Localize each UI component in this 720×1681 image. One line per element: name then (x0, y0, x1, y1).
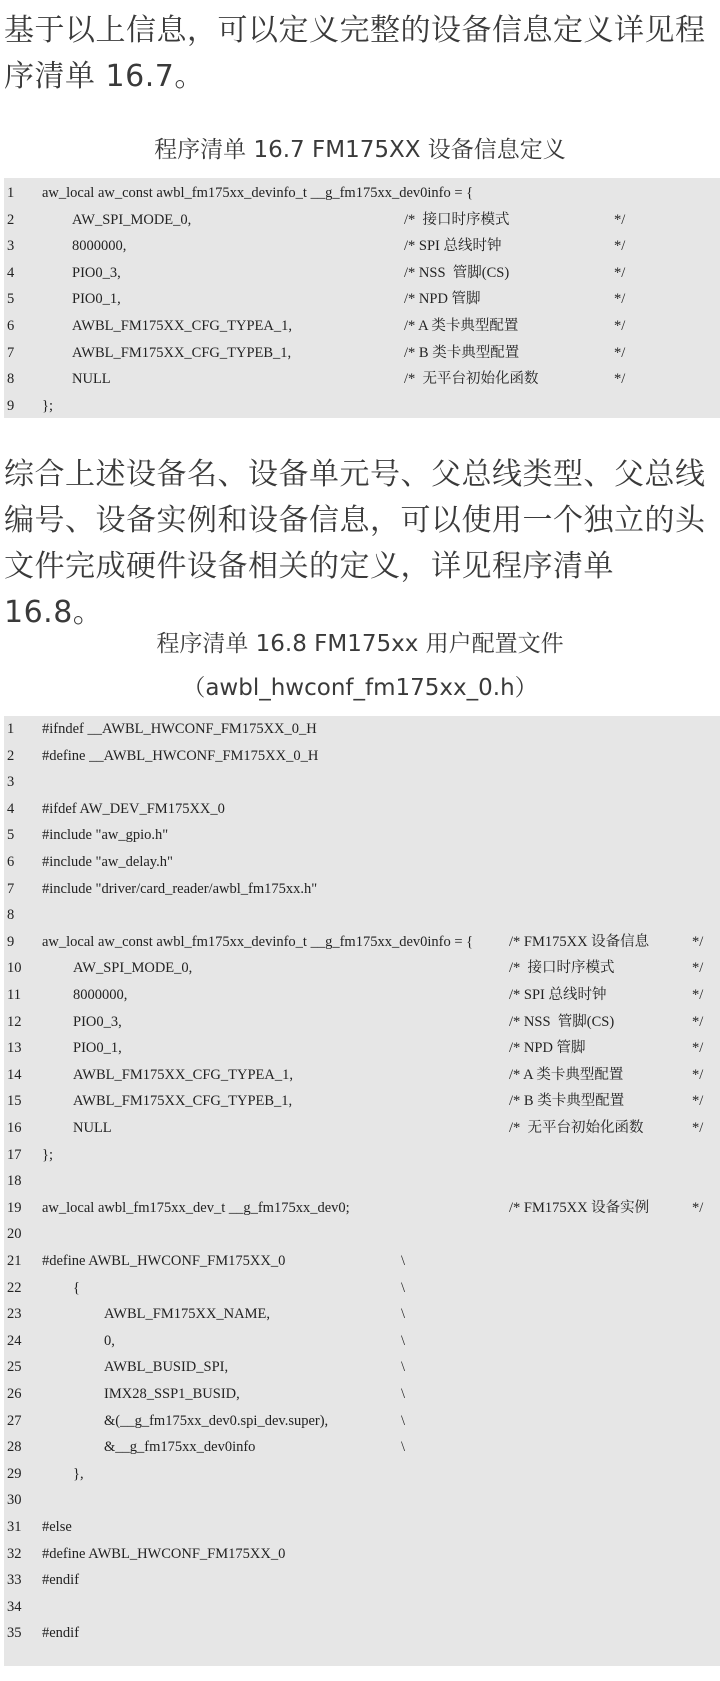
comment-terminator: */ (692, 1013, 704, 1030)
line-number: 34 (7, 1598, 22, 1615)
code-comment: /* 无平台初始化函数 (404, 371, 539, 388)
code-line (4, 1115, 720, 1141)
code-comment: /* NSS 管脚(CS) (404, 264, 510, 281)
code-line (4, 260, 720, 286)
code-text: #endif (42, 1572, 80, 1589)
code-line (4, 286, 720, 312)
code-comment: /* FM175XX 设备实例 (509, 1199, 650, 1216)
line-number: 4 (7, 264, 15, 281)
line-number: 8 (7, 907, 15, 924)
code-comment: /* 无平台初始化函数 (509, 1120, 644, 1136)
code-line (4, 1301, 720, 1327)
line-number: 18 (7, 1173, 22, 1190)
code-text: AW_SPI_MODE_0, (72, 211, 192, 228)
code-line (4, 207, 720, 233)
code-line (4, 1381, 720, 1407)
line-number: 3 (7, 774, 15, 791)
code-text: PIO0_1, (72, 291, 121, 308)
listing-16-7-code-block (4, 178, 720, 418)
line-number: 35 (7, 1625, 22, 1642)
code-line (4, 1328, 720, 1354)
comment-terminator: */ (692, 987, 704, 1003)
line-number: 3 (7, 238, 15, 255)
summary-line-3: 文件完成硬件设备相关的定义，详见程序清单 16.8。 (4, 549, 614, 630)
intro-line-1: 基于以上信息，可以定义完整的设备信息定义详见程 (4, 13, 706, 48)
code-line (4, 180, 720, 206)
listing-16-8-code-block (4, 716, 720, 1666)
code-comment: /* NPD 管脚 (509, 1040, 586, 1057)
code-text: PIO0_1, (73, 1040, 122, 1057)
code-text: #include "aw_delay.h" (42, 854, 173, 870)
code-line (4, 955, 720, 981)
line-number: 23 (7, 1306, 22, 1323)
code-text: NULL (73, 1120, 112, 1136)
comment-terminator: */ (692, 1066, 704, 1083)
code-comment: /* FM175XX 设备信息 (509, 933, 650, 950)
code-text: #else (42, 1519, 72, 1535)
code-comment: /* 接口时序模式 (404, 211, 510, 228)
comment-terminator: */ (614, 264, 626, 281)
line-number: 4 (7, 800, 15, 817)
line-continuation: \ (401, 1306, 406, 1323)
code-line (4, 929, 720, 955)
intro-paragraph (4, 8, 716, 100)
code-text: NULL (72, 371, 111, 388)
line-number: 5 (7, 291, 15, 308)
code-line (4, 743, 720, 769)
code-line (4, 849, 720, 875)
listing-16-8-filename: （awbl_hwconf_fm175xx_0.h） (182, 675, 538, 701)
code-line (4, 902, 720, 928)
line-number: 22 (7, 1279, 22, 1296)
line-number: 9 (7, 933, 15, 950)
code-line (4, 366, 720, 392)
summary-line-2: 编号、设备实例和设备信息，可以使用一个独立的头 (4, 503, 706, 538)
summary-paragraph (4, 452, 716, 636)
code-text: AWBL_FM175XX_CFG_TYPEA_1, (73, 1066, 293, 1083)
line-number: 7 (7, 344, 15, 361)
code-comment: /* B 类卡典型配置 (404, 344, 520, 361)
code-comment: /* NSS 管脚(CS) (509, 1013, 615, 1030)
code-comment: /* B 类卡典型配置 (509, 1093, 625, 1110)
code-comment: /* SPI 总线时钟 (404, 238, 502, 255)
code-line (4, 982, 720, 1008)
line-continuation: \ (401, 1279, 406, 1296)
line-number: 2 (7, 211, 15, 228)
comment-terminator: */ (692, 1040, 704, 1057)
code-line (4, 1541, 720, 1567)
comment-terminator: */ (614, 344, 626, 361)
listing-16-8-caption: 程序清单 16.8 FM175xx 用户配置文件 (156, 631, 564, 657)
line-continuation: \ (401, 1253, 406, 1269)
line-number: 1 (7, 185, 15, 201)
code-comment: /* A 类卡典型配置 (509, 1066, 624, 1083)
code-text: aw_local awbl_fm175xx_dev_t __g_fm175xx_dev0; (42, 1199, 350, 1216)
code-line (4, 1221, 720, 1247)
line-number: 15 (7, 1093, 22, 1110)
line-continuation: \ (401, 1359, 406, 1376)
code-text: aw_local aw_const awbl_fm175xx_devinfo_t __g_fm175xx_dev0info = { (42, 933, 474, 950)
code-line (4, 1434, 720, 1460)
code-line (4, 716, 720, 742)
code-line (4, 1514, 720, 1540)
comment-terminator: */ (692, 960, 704, 977)
code-line (4, 1567, 720, 1593)
code-line (4, 1088, 720, 1114)
line-number: 21 (7, 1253, 22, 1269)
comment-terminator: */ (614, 291, 626, 308)
intro-line-2: 序清单 16.7。 (4, 59, 205, 94)
code-text: AWBL_FM175XX_CFG_TYPEA_1, (72, 318, 292, 334)
code-text: #define AWBL_HWCONF_FM175XX_0 (42, 1253, 286, 1269)
code-line (4, 796, 720, 822)
code-text: #include "driver/card_reader/awbl_fm175xx.h" (42, 880, 318, 897)
line-number: 1 (7, 721, 15, 737)
comment-terminator: */ (614, 211, 626, 228)
comment-terminator: */ (692, 1093, 704, 1110)
code-text: aw_local aw_const awbl_fm175xx_devinfo_t __g_fm175xx_dev0info = { (42, 185, 474, 201)
line-continuation: \ (401, 1439, 406, 1456)
line-number: 11 (7, 987, 21, 1003)
code-text: #define AWBL_HWCONF_FM175XX_0 (42, 1545, 286, 1562)
code-line (4, 233, 720, 259)
code-text: #endif (42, 1625, 80, 1642)
code-text: #define __AWBL_HWCONF_FM175XX_0_H (42, 747, 319, 764)
code-line (4, 1620, 720, 1646)
line-number: 9 (7, 397, 15, 414)
line-number: 6 (7, 318, 15, 334)
code-comment: /* NPD 管脚 (404, 291, 481, 308)
code-comment: /* SPI 总线时钟 (509, 987, 607, 1003)
code-text: AWBL_BUSID_SPI, (104, 1359, 229, 1376)
comment-terminator: */ (614, 318, 626, 334)
line-number: 32 (7, 1545, 22, 1562)
comment-terminator: */ (692, 1120, 704, 1136)
listing-16-7-caption: 程序清单 16.7 FM175XX 设备信息定义 (154, 137, 566, 163)
line-number: 17 (7, 1146, 22, 1163)
line-number: 12 (7, 1013, 22, 1030)
comment-terminator: */ (614, 371, 626, 388)
line-number: 24 (7, 1332, 22, 1349)
code-text: &__g_fm175xx_dev0info (104, 1439, 256, 1456)
code-comment: /* 接口时序模式 (509, 960, 615, 977)
code-text: }; (42, 1146, 53, 1163)
line-number: 28 (7, 1439, 22, 1456)
code-text: #include "aw_gpio.h" (42, 827, 169, 844)
line-number: 20 (7, 1226, 22, 1243)
line-number: 33 (7, 1572, 22, 1589)
line-number: 29 (7, 1465, 22, 1482)
code-line (4, 769, 720, 795)
line-number: 13 (7, 1040, 22, 1057)
code-line (4, 1487, 720, 1513)
code-text: AWBL_FM175XX_CFG_TYPEB_1, (72, 344, 292, 361)
code-text: }; (42, 397, 53, 414)
code-line (4, 1354, 720, 1380)
code-text: #ifndef __AWBL_HWCONF_FM175XX_0_H (42, 721, 317, 737)
line-number: 16 (7, 1120, 22, 1136)
code-text: AWBL_FM175XX_CFG_TYPEB_1, (73, 1093, 293, 1110)
line-number: 26 (7, 1386, 22, 1402)
code-line (4, 393, 720, 419)
code-text: }, (73, 1465, 84, 1482)
code-text: 0, (104, 1332, 115, 1349)
code-text: PIO0_3, (73, 1013, 122, 1030)
line-number: 10 (7, 960, 22, 977)
comment-terminator: */ (614, 238, 626, 255)
line-number: 8 (7, 371, 15, 388)
code-text: IMX28_SSP1_BUSID, (104, 1386, 240, 1402)
code-line (4, 1195, 720, 1221)
code-line (4, 1168, 720, 1194)
code-line (4, 1461, 720, 1487)
comment-terminator: */ (692, 1199, 704, 1216)
line-continuation: \ (401, 1332, 406, 1349)
code-text: 8000000, (72, 238, 127, 255)
code-line (4, 1594, 720, 1620)
line-number: 2 (7, 747, 15, 764)
comment-terminator: */ (692, 933, 704, 950)
line-number: 30 (7, 1492, 22, 1509)
line-continuation: \ (401, 1412, 406, 1429)
line-number: 25 (7, 1359, 22, 1376)
line-number: 6 (7, 854, 15, 870)
code-line (4, 1275, 720, 1301)
code-line (4, 1142, 720, 1168)
line-continuation: \ (401, 1386, 406, 1402)
code-text: AWBL_FM175XX_NAME, (104, 1306, 270, 1323)
code-comment: /* A 类卡典型配置 (404, 318, 519, 334)
code-line (4, 1248, 720, 1274)
code-line (4, 1062, 720, 1088)
code-line (4, 1009, 720, 1035)
code-text: { (73, 1279, 80, 1296)
code-line (4, 340, 720, 366)
code-text: &(__g_fm175xx_dev0.spi_dev.super), (104, 1412, 329, 1429)
code-line (4, 822, 720, 848)
code-line (4, 1035, 720, 1061)
line-number: 14 (7, 1066, 22, 1083)
code-line (4, 313, 720, 339)
code-text: 8000000, (73, 987, 128, 1003)
line-number: 31 (7, 1519, 22, 1535)
line-number: 7 (7, 880, 15, 897)
summary-line-1: 综合上述设备名、设备单元号、父总线类型、父总线 (4, 457, 706, 492)
code-text: AW_SPI_MODE_0, (73, 960, 193, 977)
code-line (4, 876, 720, 902)
line-number: 19 (7, 1199, 22, 1216)
code-text: #ifdef AW_DEV_FM175XX_0 (42, 800, 225, 817)
line-number: 5 (7, 827, 15, 844)
line-number: 27 (7, 1412, 22, 1429)
code-text: PIO0_3, (72, 264, 121, 281)
code-line (4, 1408, 720, 1434)
